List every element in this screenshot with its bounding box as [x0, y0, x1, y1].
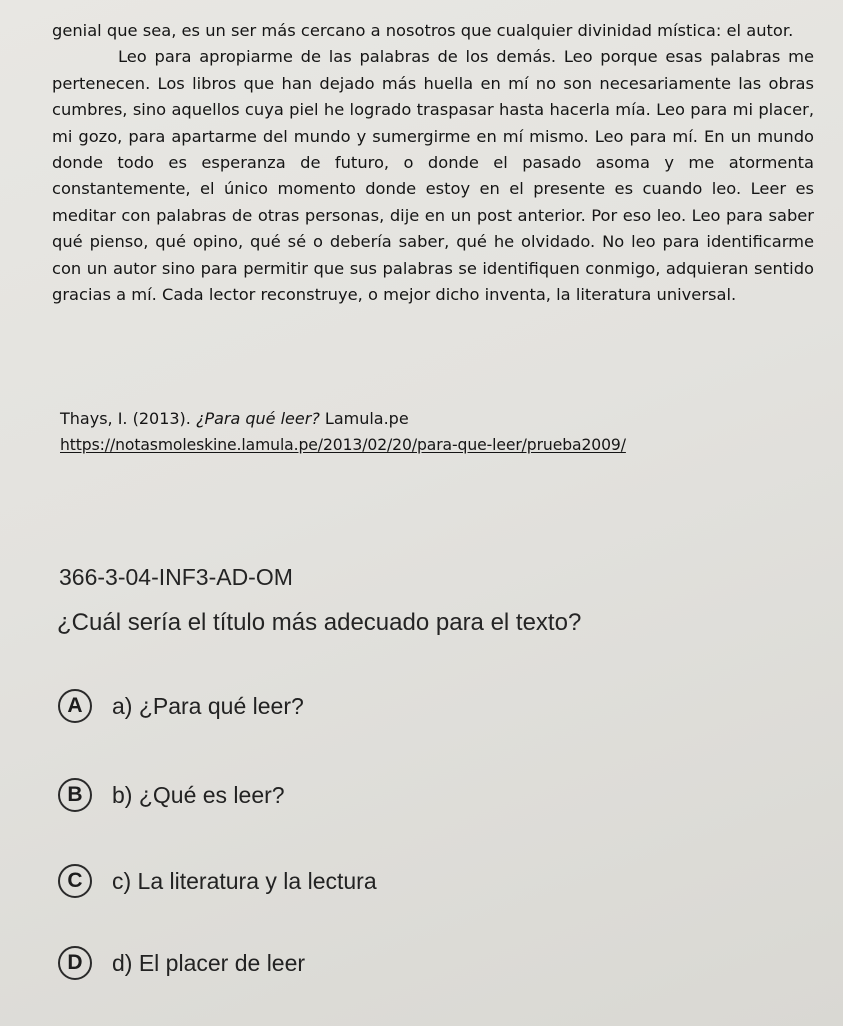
passage-paragraph-2: Leo para apropiarme de las palabras de los demás. Leo porque esas palabras me pertenecen. Los libros que han dejado más huella en mí no son necesariamente las obras cumbres, sino aquellos cuya piel he logrado traspasar hasta hacerla mía. Leo para mi placer, mi gozo, para apartarme del mundo y sumergirme en mí mismo. Leo para mí. En un mundo donde todo es esperanza de futuro, o donde el pasado asoma y me atormenta constantemente, el único momento donde estoy en el presente es cuando leo. Leer es meditar con palabras de otras personas, dije en un post anterior. Por eso leo. Leo para saber qué pienso, qué opino, qué sé o debería saber, qué he olvidado. No leo para identificarme con un autor sino para permitir que sus palabras se identifiquen conmigo, adquieran sentido gracias a mí. Cada lector reconstruye, o mejor dicho inventa, la literatura universal.: [52, 47, 814, 305]
option-b[interactable]: [58, 778, 285, 812]
citation-reference: [60, 406, 820, 432]
option-a-text: a) ¿Para qué leer?: [112, 692, 304, 719]
option-a-bubble[interactable]: A: [58, 689, 92, 723]
reading-passage: [52, 18, 814, 308]
citation-url: https://notasmoleskine.lamula.pe/2013/02/20/para-que-leer/prueba2009/: [60, 436, 626, 454]
option-b-bubble[interactable]: B: [58, 778, 92, 812]
citation: [60, 406, 820, 458]
citation-title: ¿Para qué leer?: [195, 409, 320, 428]
option-c-text: c) La literatura y la lectura: [112, 867, 377, 894]
citation-publisher: Lamula.pe: [319, 409, 409, 428]
option-b-text: b) ¿Qué es leer?: [112, 781, 285, 808]
passage-paragraph-1: genial que sea, es un ser más cercano a nosotros que cualquier divinidad mística: el autor.: [52, 21, 794, 40]
option-a[interactable]: [58, 689, 304, 723]
option-d-text: d) El placer de leer: [112, 949, 306, 976]
question-code: 366-3-04-INF3-AD-OM: [59, 564, 293, 590]
option-c[interactable]: [58, 864, 377, 898]
option-c-bubble[interactable]: C: [58, 864, 92, 898]
citation-author-year: Thays, I. (2013).: [60, 409, 196, 428]
question-text: ¿Cuál sería el título más adecuado para el texto?: [57, 609, 582, 636]
option-d[interactable]: [58, 946, 305, 980]
option-d-bubble[interactable]: D: [58, 946, 92, 980]
